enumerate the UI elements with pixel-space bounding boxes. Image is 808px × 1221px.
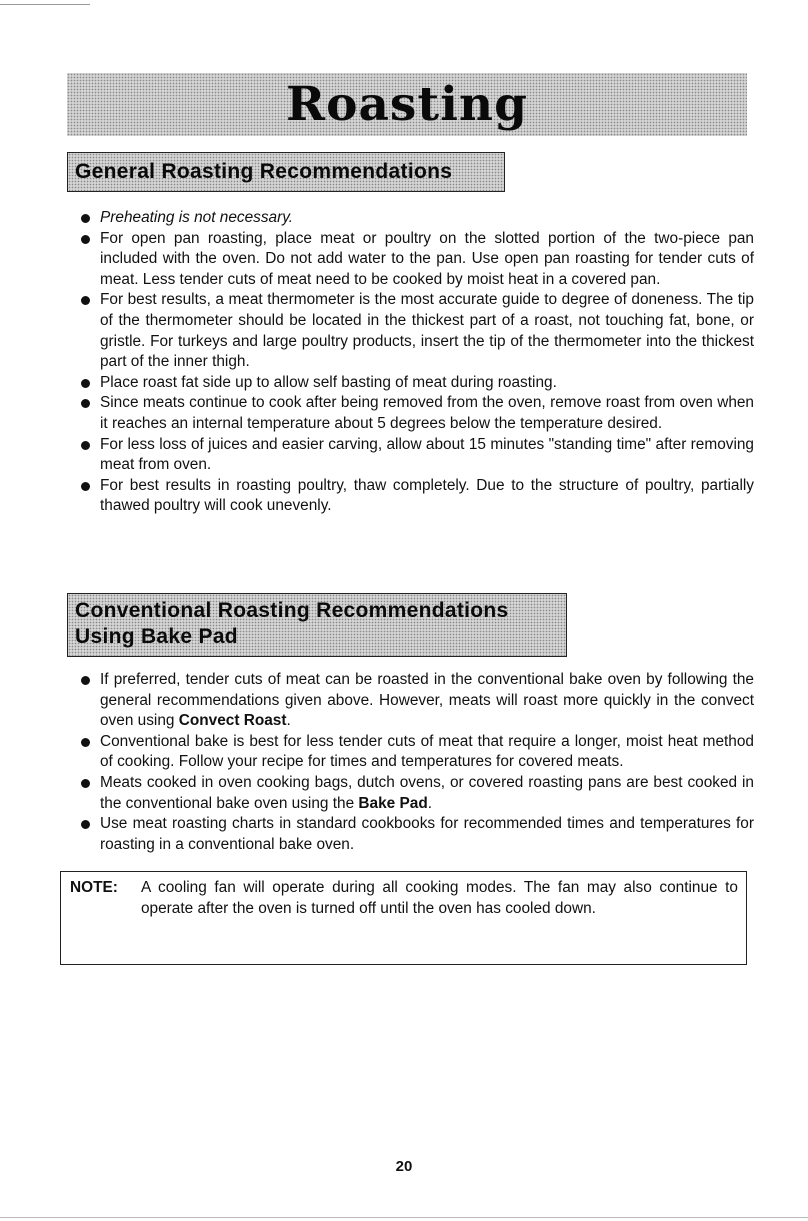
list-item: For open pan roasting, place meat or poultry on the slotted portion of the two-piece pan included with the oven. Do not add water to the pan. Use open pan roasting for tender cuts of meat. Less tender cuts of meat need to be cooked by moist heat in a covered pan. [78,229,754,291]
list-item: Since meats continue to cook after being removed from the oven, remove roast from oven when it reaches an internal temperature about 5 degrees below the temperature desired. [78,393,754,434]
list-item-text: If preferred, tender cuts of meat can be roasted in the conventional bake oven by following the general recommendations given above. However, meats will roast more quickly in the convect oven using [100,671,754,730]
list-item: For best results in roasting poultry, thaw completely. Due to the structure of poultry, partially thawed poultry will cook unevenly. [78,476,754,517]
list-item [78,670,754,732]
note-label: NOTE: [70,879,118,896]
list-item-text: Meats cooked in oven cooking bags, dutch ovens, or covered roasting pans are best cooked in the conventional bake oven using the [100,773,754,812]
list-item: For less loss of juices and easier carving, allow about 15 minutes "standing time" after removing meat from oven. [78,435,754,476]
conventional-recommendations-list [78,670,754,855]
list-item: For best results, a meat thermometer is the most accurate guide to degree of doneness. The tip of the thermometer should be located in the thickest part of a roast, not touching fat, bone, or gristle. For turkeys and large poultry products, insert the tip of the thermometer into the thickest part of the inner thigh. [78,290,754,372]
general-recommendations-list [78,208,754,517]
title-banner [67,73,747,136]
list-item-text-end: . [427,794,432,812]
scan-artifact-bottom [0,1217,808,1218]
list-item-text-end: . [286,712,291,730]
section-heading-line2: Using Bake Pad [75,625,238,648]
section-heading-general [67,152,505,192]
list-item: Place roast fat side up to allow self basting of meat during roasting. [78,373,754,394]
note-text: A cooling fan will operate during all cooking modes. The fan may also continue to operate after the oven is turned off until the oven has cooled down. [141,879,738,917]
list-item: Preheating is not necessary. [78,208,754,229]
note-box [60,871,747,965]
section-heading-text: General Roasting Recommendations [75,160,453,183]
list-item: Use meat roasting charts in standard cookbooks for recommended times and temperatures for roasting in a conventional bake oven. [78,814,754,855]
scan-artifact-top [0,4,90,5]
page-number: 20 [395,1158,413,1175]
convect-roast-label: Convect Roast [178,712,287,730]
page-title: Roasting [286,77,528,132]
list-item: Conventional bake is best for less tender cuts of meat that require a longer, moist heat method of cooking. Follow your recipe for times and temperatures for covered meats. [78,732,754,773]
bake-pad-label: Bake Pad [358,794,428,812]
section-heading-conventional [67,593,567,657]
section-heading-line1: Conventional Roasting Recommendations [75,599,509,622]
list-item [78,773,754,814]
